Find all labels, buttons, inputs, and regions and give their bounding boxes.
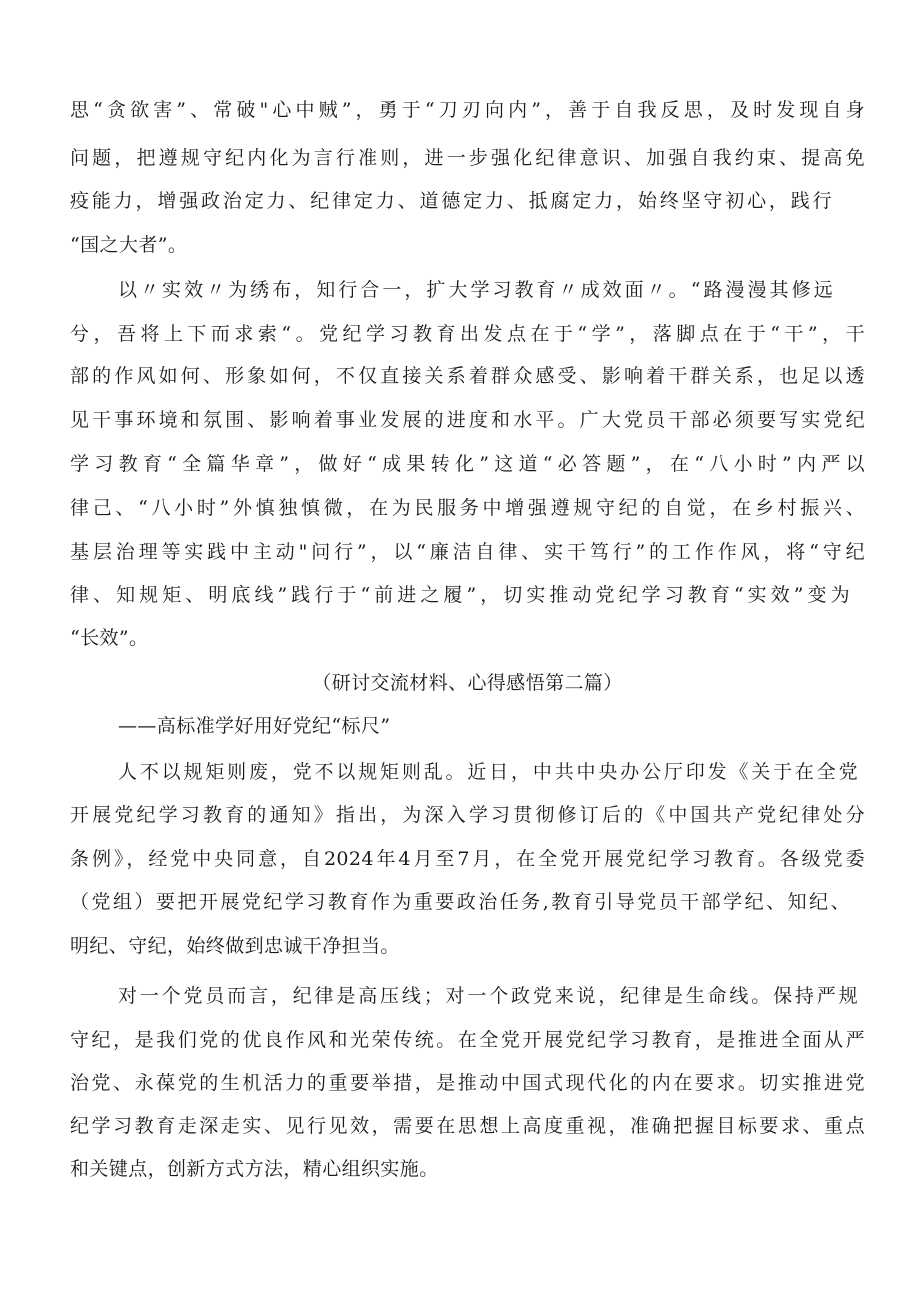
text-line: 思“贪欲害”、常破"心中贼”，勇于“刀刃向内”，善于自我反思，及时发现自身 — [70, 99, 865, 121]
text-line: 对一个党员而言，纪律是高压线；对一个政党来说，纪律是生命线。保持严规 — [118, 985, 858, 1007]
text-line: 人不以规矩则废，党不以规矩则乱。近日，中共中央办公厅印发《关于在全党 — [118, 761, 858, 783]
text-line: 守纪，是我们党的优良作风和光荣传统。在全党开展党纪学习教育，是推进全面从严 — [70, 1029, 865, 1051]
text-line: 律己、“八小时”外慎独慎微，在为民服务中增强遵规守纪的自觉，在乡村振兴、 — [70, 497, 865, 519]
text-line: 部的作风如何、形象如何，不仅直接关系着群众感受、影响着干群关系，也足以透 — [70, 365, 865, 387]
text-line: 疫能力，增强政治定力、纪律定力、道德定力、抵腐定力，始终坚守初心，践行 — [70, 190, 832, 212]
text-line: 见干事环境和氛围、影响着事业发展的进度和水平。广大党员干部必须要写实党纪 — [70, 409, 865, 431]
text-line: 学习教育“全篇华章”，做好“成果转化”这道“必答题”，在“八小时”内严以 — [70, 453, 865, 475]
text-line: “长效”。 — [70, 627, 149, 649]
text-line: 开展党纪学习教育的通知》指出，为深入学习贯彻修订后的《中国共产党纪律处分 — [70, 804, 865, 826]
text-line: 基层治理等实践中主动"问行”，以“廉洁自律、实干笃行”的工作作风，将“守纪 — [70, 541, 865, 563]
text-line: “国之大者”。 — [70, 234, 188, 256]
text-line: 问题，把遵规守纪内化为言行准则，进一步强化纪律意识、加强自我约束、提高免 — [70, 147, 865, 169]
text-line: 和关键点，创新方式方法，精心组织实施。 — [70, 1158, 439, 1180]
text-line: 条例》，经党中央同意，自2024年4月至7月，在全党开展党纪学习教育。各级党委 — [70, 848, 865, 870]
text-line: 纪学习教育走深走实、见行见效，需要在思想上高度重视，准确把握目标要求、重点 — [70, 1115, 865, 1137]
subtitle: ——高标准学好用好党纪“标尺” — [118, 715, 391, 737]
text-line: 兮，吾将上下而求索“。党纪学习教育出发点在于“学”，落脚点在于“干”，干 — [70, 323, 865, 345]
text-line: 律、知规矩、明底线”践行于“前进之履”，切实推动党纪学习教育“实效”变为 — [70, 584, 850, 606]
text-line: （党组）要把开展党纪学习教育作为重要政治任务,教育引导党员干部学纪、知纪、 — [70, 891, 850, 913]
text-line: 以〃实效〃为绣布，知行合一，扩大学习教育〃成效面〃。“路漫漫其修远 — [118, 279, 833, 301]
text-line: 明纪、守纪，始终做到忠诚干净担当。 — [70, 935, 400, 957]
section-heading: （研讨交流材料、心得感悟第二篇） — [312, 672, 623, 694]
text-line: 治党、永葆党的生机活力的重要举措，是推动中国式现代化的内在要求。切实推进党 — [70, 1072, 865, 1094]
